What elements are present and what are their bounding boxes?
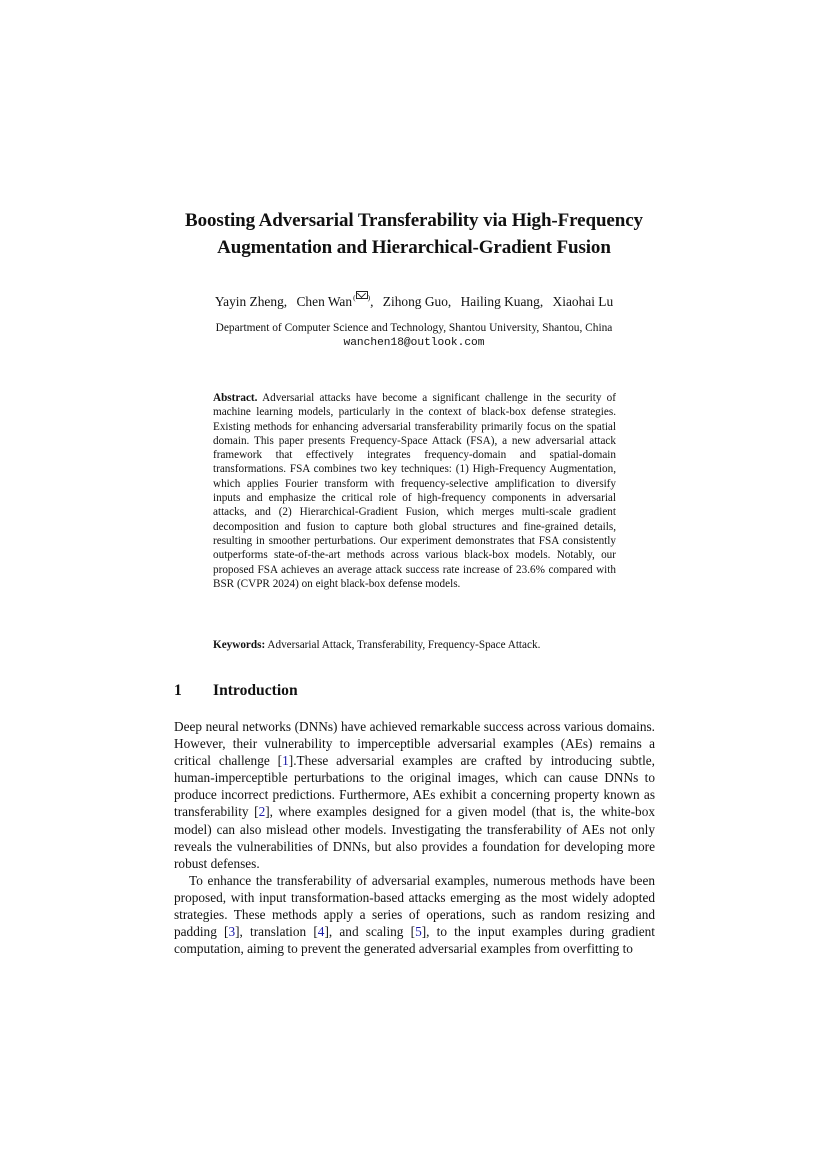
section-body: [174, 718, 655, 957]
paragraph-text: ], to the input examples during gradient computation, aiming to prevent the generated adversarial examples from overfitting to: [174, 924, 655, 957]
author-name: Hailing Kuang: [460, 294, 540, 309]
keywords-text: Adversarial Attack, Transferability, Frequency-Space Attack.: [267, 639, 541, 651]
affiliation: Department of Computer Science and Technology, Shantou University, Shantou, China: [215, 322, 613, 334]
paper-title: [100, 207, 728, 261]
citation-link[interactable]: 3: [228, 924, 236, 940]
author: [553, 294, 614, 309]
abstract-text: Adversarial attacks have become a significant challenge in the security of machine learning models, particularly in the context of black-box defense strategies. Existing methods for enhancing adversarial transferability primarily focus on the spatial domain. This paper presents Frequency-Space Attack (FSA), a new adversarial attack framework that effectively integrates frequency-domain and spatial-domain transformations. FSA combines two key techniques: (1) High-Frequency Augmentation, which applies Fourier transform with frequency-selective amplification to diversify inputs and emphasize the critical role of high-frequency components in adversarial attacks, and (2) Hierarchical-Gradient Fusion, which merges multi-scale gradient decomposition and fusion to capture both global structures and fine-grained details, resulting in smoother perturbations. Our experiment demonstrates that FSA consistently outperforms state-of-the-art methods across various black-box models. Notably, our proposed FSA achieves an average attack success rate increase of 23.6% compared with BSR (CVPR 2024) on eight black-box defense models.: [213, 392, 616, 590]
corresponding-author-mark: ( ): [353, 293, 371, 302]
paragraph-text: ], where examples designed for a given model (that is, the white-box model) can also mislead other models. Investigating the transferability of AEs not only reveals the vulnerabilities of DNNs, but also provides a foundation for developing more robust defenses.: [174, 804, 655, 871]
citation-link[interactable]: 1: [282, 753, 289, 769]
paragraph: [174, 872, 655, 957]
keywords: [213, 638, 616, 652]
author-name: Zihong Guo: [382, 294, 448, 309]
keywords-label: Keywords:: [213, 639, 266, 651]
section-number: 1: [174, 682, 182, 699]
paragraph-text: ], and scaling [: [324, 924, 416, 940]
author-name: Xiaohai Lu: [552, 294, 614, 309]
author: Chen Wan( ),: [296, 293, 374, 309]
section-title: Introduction: [213, 682, 298, 699]
citation-link[interactable]: 4: [317, 924, 325, 940]
author-list: [100, 289, 728, 311]
paragraph-text: ].These adversarial examples are crafted by introducing subtle, human-imperceptible perturbations to the original images, which can cause DNNs to produce incorrect predictions. Furthermore, AEs exhibit a concerning property known as transferability [: [174, 753, 655, 820]
citation-link[interactable]: 2: [258, 804, 266, 820]
abstract-label: Abstract.: [213, 392, 258, 404]
author: Zihong Guo,: [382, 294, 452, 309]
paragraph: [174, 718, 655, 872]
envelope-icon: [356, 291, 368, 299]
title-line-1: Boosting Adversarial Transferability via High-Frequency: [185, 210, 643, 231]
citation-link[interactable]: 5: [415, 924, 422, 940]
author-email[interactable]: wanchen18@outlook.com: [343, 336, 485, 349]
section-heading: [174, 681, 654, 701]
paragraph-text: Deep neural networks (DNNs) have achieved remarkable success across various domains. However, their vulnerability to imperceptible adversarial examples (AEs) remains a critical challenge [: [174, 719, 655, 769]
affiliation-block: [100, 321, 728, 350]
author-name: Chen Wan: [296, 294, 353, 309]
paragraph-text: ], translation [: [235, 924, 318, 940]
abstract: [213, 391, 616, 591]
title-line-2: Augmentation and Hierarchical-Gradient Fusion: [217, 237, 611, 258]
author-name: Yayin Zheng: [214, 294, 284, 309]
author: Yayin Zheng,: [214, 294, 288, 309]
author: Hailing Kuang,: [460, 294, 544, 309]
paragraph-text: To enhance the transferability of adversarial examples, numerous methods have been proposed, with input transformation-based attacks emerging as the most widely adopted strategies. These methods apply a series of operations, such as random resizing and padding [: [174, 872, 655, 940]
